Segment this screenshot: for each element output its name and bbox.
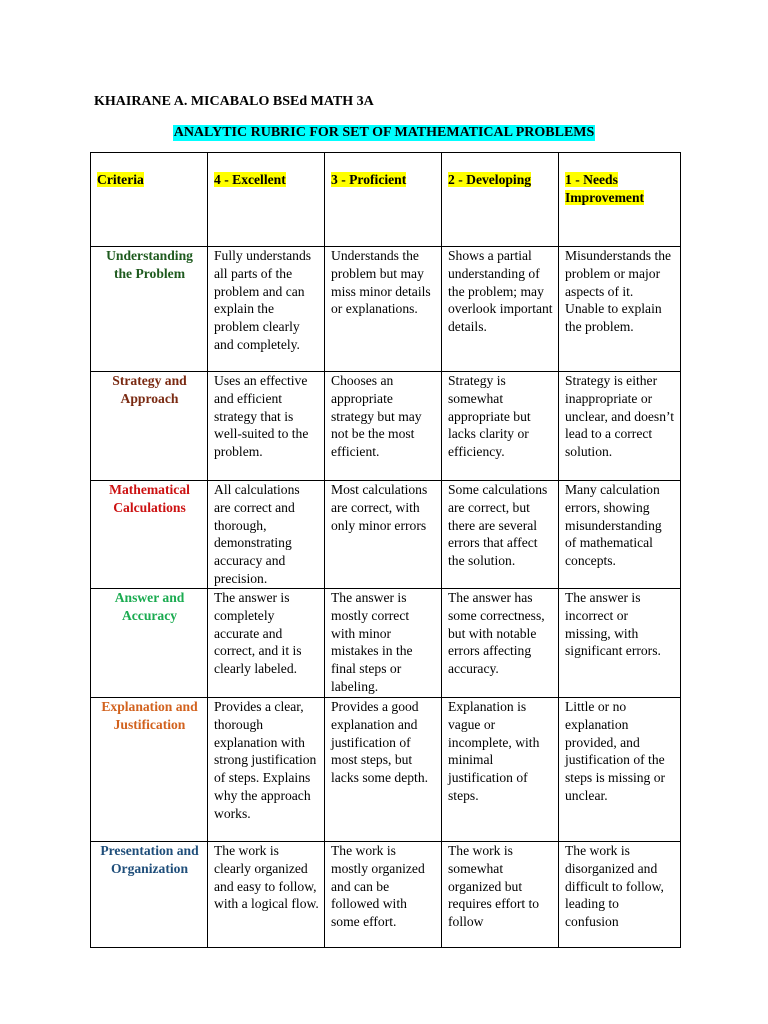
header-cell-criteria: [91, 153, 208, 247]
rubric-cell: Fully understands all parts of the problem and can explain the problem clearly and completely.: [208, 247, 325, 372]
rubric-cell: Strategy is somewhat appropriate but lacks clarity or efficiency.: [442, 372, 559, 481]
rubric-cell: Little or no explanation provided, and justification of the steps is missing or unclear.: [559, 698, 681, 842]
criterion-cell: Answer and Accuracy: [91, 589, 208, 698]
criterion-cell: Mathematical Calculations: [91, 481, 208, 589]
rubric-cell: Uses an effective and efficient strategy that is well-suited to the problem.: [208, 372, 325, 481]
header-cell-proficient: [325, 153, 442, 247]
header-label-excellent: 4 - Excellent: [214, 172, 286, 187]
rubric-cell: The answer is mostly correct with minor mistakes in the final steps or labeling.: [325, 589, 442, 698]
criterion-cell: Presentation and Organization: [91, 842, 208, 948]
header-cell-developing: [442, 153, 559, 247]
criterion-cell: Understanding the Problem: [91, 247, 208, 372]
rubric-cell: The work is disorganized and difficult to follow, leading to confusion: [559, 842, 681, 948]
rubric-cell: Strategy is either inappropriate or unclear, and doesn’t lead to a correct solution.: [559, 372, 681, 481]
rubric-cell: Many calculation errors, showing misunderstanding of mathematical concepts.: [559, 481, 681, 589]
rubric-cell: Explanation is vague or incomplete, with minimal justification of steps.: [442, 698, 559, 842]
rubric-cell: Some calculations are correct, but there are several errors that affect the solution.: [442, 481, 559, 589]
header-cell-needs-improvement: [559, 153, 681, 247]
author-line: KHAIRANE A. MICABALO BSEd MATH 3A: [94, 94, 374, 109]
header-row: [91, 153, 681, 247]
table-row: [91, 481, 681, 589]
rubric-cell: The answer is completely accurate and correct, and it is clearly labeled.: [208, 589, 325, 698]
header-cell-excellent: [208, 153, 325, 247]
rubric-cell: Provides a good explanation and justification of most steps, but lacks some depth.: [325, 698, 442, 842]
table-row: [91, 247, 681, 372]
header-label-needs-improvement: 1 - Needs Improvement: [565, 172, 645, 205]
rubric-cell: The answer is incorrect or missing, with significant errors.: [559, 589, 681, 698]
rubric-cell: Understands the problem but may miss minor details or explanations.: [325, 247, 442, 372]
table-row: [91, 372, 681, 481]
rubric-title: ANALYTIC RUBRIC FOR SET OF MATHEMATICAL PROBLEMS: [173, 125, 595, 140]
criterion-cell: Explanation and Justification: [91, 698, 208, 842]
header-label-criteria: Criteria: [97, 172, 144, 187]
rubric-cell: Chooses an appropriate strategy but may not be the most efficient.: [325, 372, 442, 481]
table-row: [91, 589, 681, 698]
table-row: [91, 698, 681, 842]
rubric-cell: Shows a partial understanding of the problem; may overlook important details.: [442, 247, 559, 372]
table-row: [91, 842, 681, 948]
header-label-developing: 2 - Developing: [448, 172, 532, 187]
rubric-cell: The answer has some correctness, but with notable errors affecting accuracy.: [442, 589, 559, 698]
rubric-cell: The work is clearly organized and easy to follow, with a logical flow.: [208, 842, 325, 948]
rubric-cell: Most calculations are correct, with only minor errors: [325, 481, 442, 589]
rubric-cell: All calculations are correct and thorough, demonstrating accuracy and precision.: [208, 481, 325, 589]
title-wrapper: [0, 123, 768, 141]
rubric-cell: The work is somewhat organized but requires effort to follow: [442, 842, 559, 948]
rubric-cell: Misunderstands the problem or major aspects of it. Unable to explain the problem.: [559, 247, 681, 372]
criterion-cell: Strategy and Approach: [91, 372, 208, 481]
header-label-proficient: 3 - Proficient: [331, 172, 407, 187]
rubric-table: [90, 152, 681, 948]
rubric-cell: The work is mostly organized and can be followed with some effort.: [325, 842, 442, 948]
rubric-cell: Provides a clear, thorough explanation with strong justification of steps. Explains why the approach works.: [208, 698, 325, 842]
